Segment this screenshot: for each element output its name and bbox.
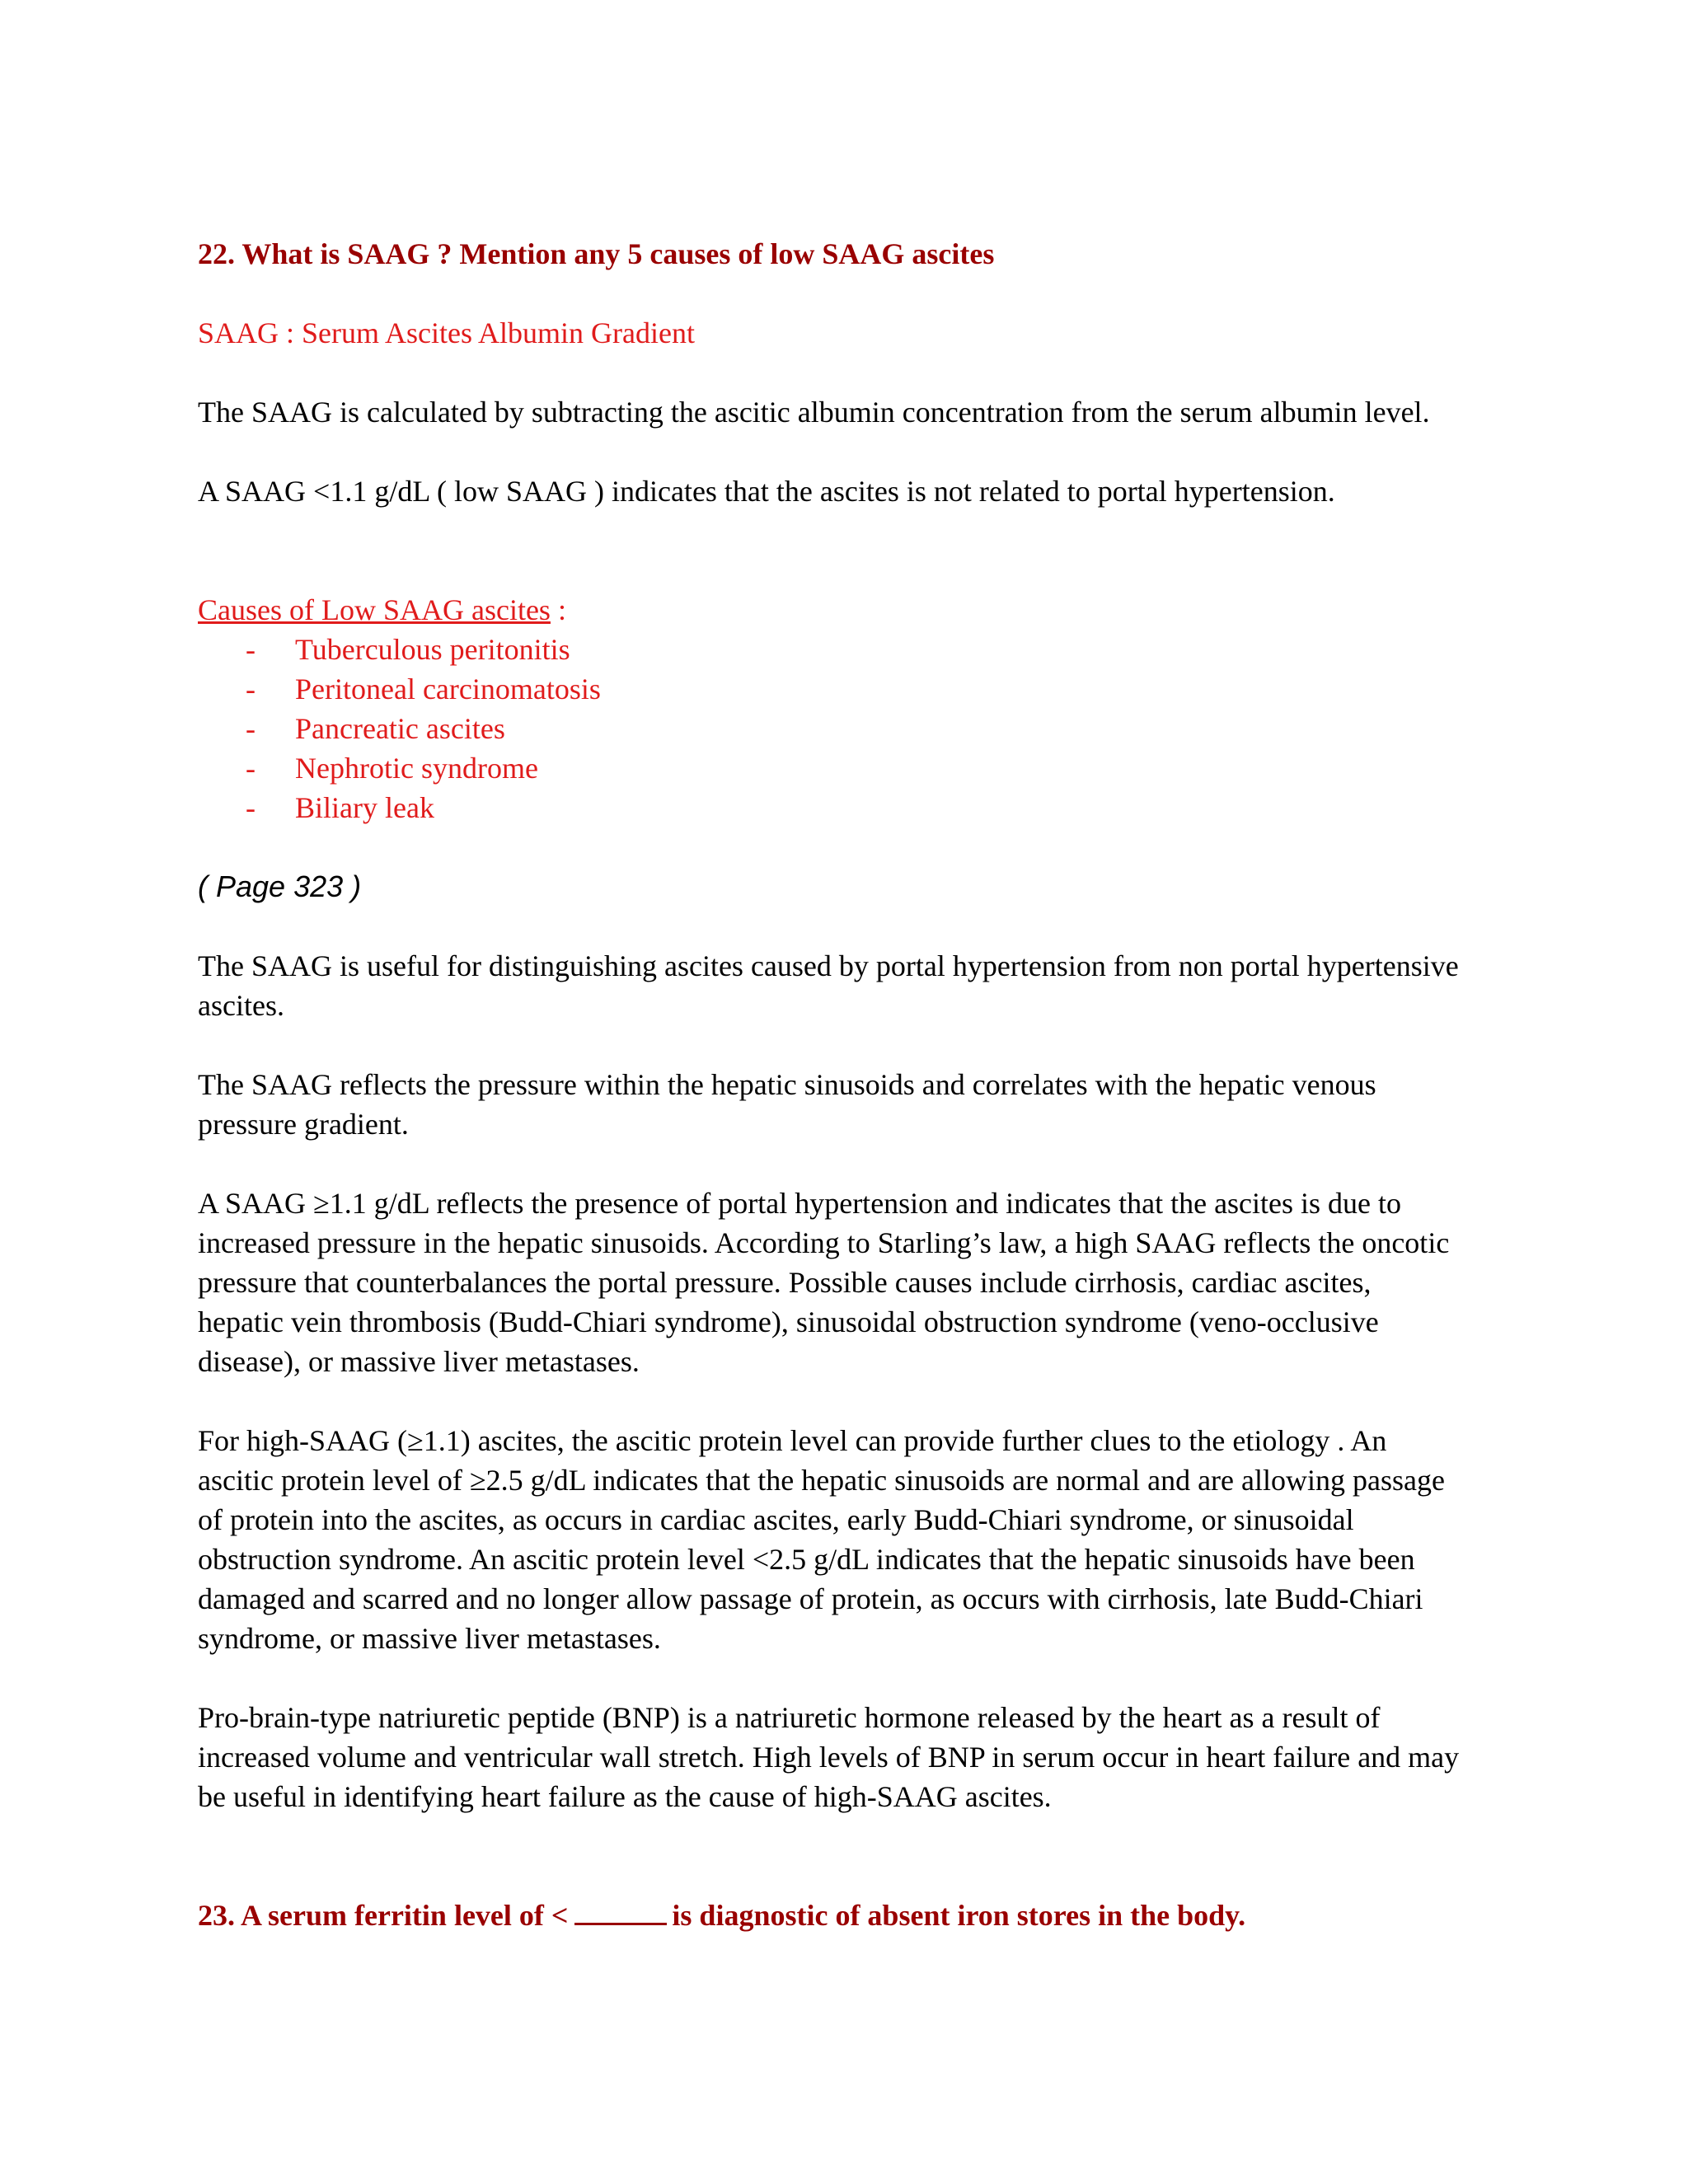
question-23-heading-end: is diagnostic of absent iron stores in the body.: [672, 1899, 1246, 1932]
paragraph-line: Pro-brain-type natriuretic peptide (BNP) is a natriuretic hormone released by the heart as a result of: [198, 1701, 1381, 1734]
paragraph-line: be useful in identifying heart failure as the cause of high-SAAG ascites.: [198, 1780, 1052, 1813]
cause-item: Nephrotic syndrome: [295, 752, 538, 785]
cause-item: Biliary leak: [295, 791, 434, 824]
paragraph-line: obstruction syndrome. An ascitic protein level <2.5 g/dL indicates that the hepatic sinusoids have been: [198, 1543, 1415, 1576]
paragraph-line: pressure gradient.: [198, 1108, 409, 1141]
low-saag-text: A SAAG <1.1 g/dL ( low SAAG ) indicates that the ascites is not related to portal hypertension.: [198, 475, 1335, 508]
paragraph-line: pressure that counterbalances the portal pressure. Possible causes include cirrhosis, cardiac ascites,: [198, 1266, 1372, 1299]
cause-item: Pancreatic ascites: [295, 712, 505, 745]
paragraph-line: ascitic protein level of ≥2.5 g/dL indicates that the hepatic sinusoids are normal and are allowing passage: [198, 1464, 1445, 1497]
causes-heading-colon: :: [550, 593, 566, 626]
saag-definition: SAAG : Serum Ascites Albumin Gradient: [198, 316, 695, 349]
causes-heading-label: Causes of Low SAAG ascites: [198, 593, 551, 626]
question-22-heading: 22. What is SAAG ? Mention any 5 causes of low SAAG ascites: [198, 237, 995, 270]
paragraph-line: disease), or massive liver metastases.: [198, 1345, 640, 1378]
bullet-dash: -: [246, 633, 256, 666]
paragraph-line: The SAAG reflects the pressure within the hepatic sinusoids and correlates with the hepatic venous: [198, 1068, 1376, 1101]
bullet-dash: -: [246, 752, 256, 785]
paragraph-line: increased volume and ventricular wall stretch. High levels of BNP in serum occur in heart failure and may: [198, 1741, 1460, 1774]
paragraph-line: A SAAG ≥1.1 g/dL reflects the presence of portal hypertension and indicates that the ascites is due to: [198, 1187, 1402, 1220]
page-reference: ( Page 323 ): [198, 869, 362, 903]
question-23-heading-start: 23. A serum ferritin level of <: [198, 1899, 569, 1932]
paragraph-line: syndrome, or massive liver metastases.: [198, 1622, 661, 1655]
bullet-dash: -: [246, 712, 256, 745]
paragraph-line: The SAAG is useful for distinguishing ascites caused by portal hypertension from non portal hypertensive: [198, 949, 1459, 982]
cause-item: Peritoneal carcinomatosis: [295, 673, 601, 705]
paragraph-line: damaged and scarred and no longer allow passage of protein, as occurs with cirrhosis, late Budd-Chiari: [198, 1582, 1423, 1615]
cause-item: Tuberculous peritonitis: [295, 633, 570, 666]
paragraph-line: increased pressure in the hepatic sinusoids. According to Starling’s law, a high SAAG reflects the oncotic: [198, 1226, 1450, 1259]
paragraph-line: hepatic vein thrombosis (Budd-Chiari syndrome), sinusoidal obstruction syndrome (veno-occlusive: [198, 1305, 1379, 1338]
paragraph-line: For high-SAAG (≥1.1) ascites, the ascitic protein level can provide further clues to the etiology . An: [198, 1424, 1387, 1457]
paragraph-line: of protein into the ascites, as occurs in cardiac ascites, early Budd-Chiari syndrome, or sinusoidal: [198, 1503, 1354, 1536]
bullet-dash: -: [246, 673, 256, 705]
answer-blank: [574, 1898, 667, 1925]
causes-heading: [198, 590, 566, 630]
question-23-heading: [198, 1896, 1245, 1935]
saag-calculation-text: The SAAG is calculated by subtracting the ascitic albumin concentration from the serum albumin level.: [198, 396, 1430, 429]
bullet-dash: -: [246, 791, 256, 824]
paragraph-line: ascites.: [198, 989, 284, 1022]
